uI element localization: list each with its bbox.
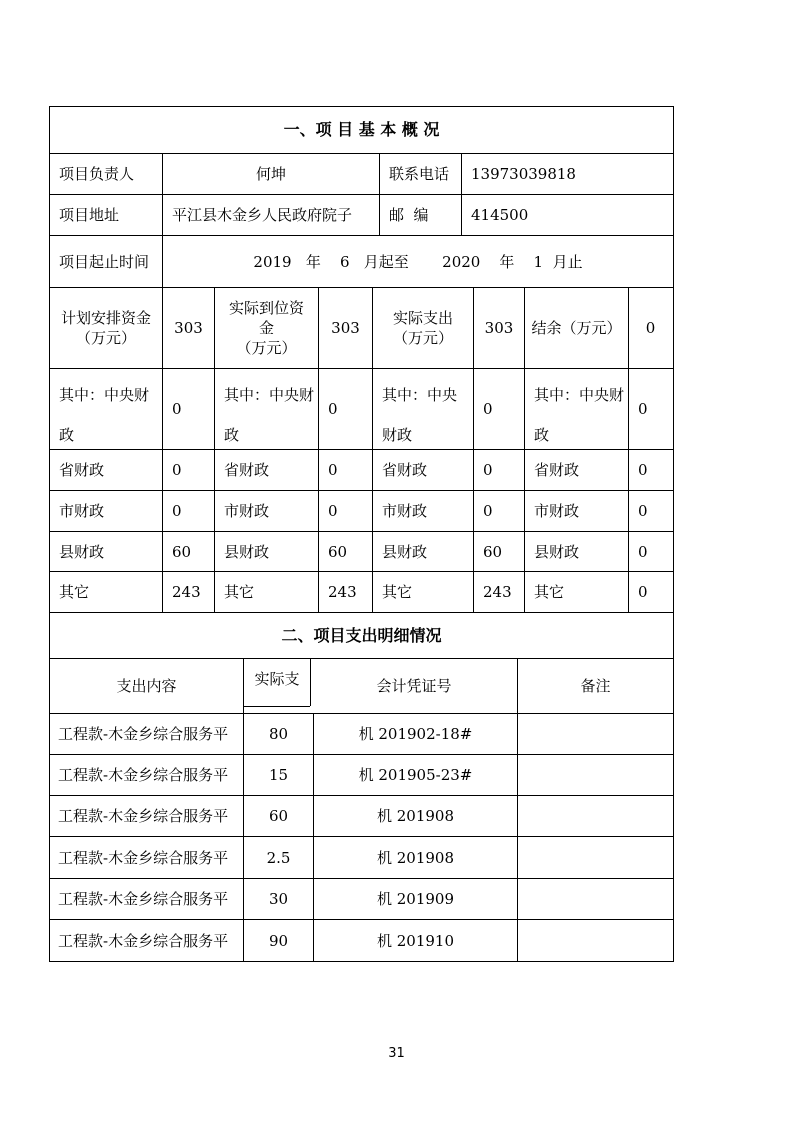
funds-row-value: 0 xyxy=(638,542,648,561)
funds-row-label: 其它 xyxy=(59,583,90,601)
funds-header-line: （万元） xyxy=(392,329,453,347)
funds-row-value: 243 xyxy=(483,583,512,601)
expense-content: 工程款-木金乡综合服务平 xyxy=(58,807,229,825)
expense-content: 工程款-木金乡综合服务平 xyxy=(58,848,229,867)
funds-header-value: 303 xyxy=(484,319,514,337)
expense-content: 工程款-木金乡综合服务平 xyxy=(58,931,229,950)
funds-header-label xyxy=(525,288,628,368)
phone-label: 联系电话 xyxy=(389,165,450,183)
phone-value: 13973039818 xyxy=(471,165,576,183)
expense-content: 工程款-木金乡综合服务平 xyxy=(58,766,229,784)
funds-header-line: 金 xyxy=(258,319,274,337)
col-header-content: 支出内容 xyxy=(116,677,177,695)
postcode-label: 邮 编 xyxy=(389,206,429,224)
section-2-title: 二、项目支出明细情况 xyxy=(281,625,442,645)
funds-row-value: 60 xyxy=(328,542,348,561)
funds-row-value: 0 xyxy=(328,502,338,520)
funds-row-value: 0 xyxy=(638,583,648,601)
funds-row-value: 0 xyxy=(483,461,493,479)
expense-voucher: 机 201910 xyxy=(376,931,455,950)
funds-row-label: 市财政 xyxy=(59,502,105,520)
funds-row-value: 0 xyxy=(638,400,648,418)
funds-row-label: 县财政 xyxy=(534,542,580,561)
leader-label: 项目负责人 xyxy=(59,165,135,183)
funds-header-line: （万元） xyxy=(75,329,136,347)
expense-voucher: 机 201902-18# xyxy=(358,725,473,743)
funds-row-value: 0 xyxy=(328,461,338,479)
funds-row-label: 其中：中央财政 xyxy=(224,386,315,444)
funds-row-value: 0 xyxy=(172,400,182,418)
address-label: 项目地址 xyxy=(59,206,120,224)
col-header-amount-text: 实际支 xyxy=(254,670,300,688)
expense-voucher: 机 201905-23# xyxy=(358,766,473,784)
funds-header-line: 实际支出 xyxy=(392,309,453,327)
funds-row-value: 60 xyxy=(172,542,192,561)
funds-header-line: 计划安排资金 xyxy=(60,309,151,327)
funds-header-label xyxy=(373,288,473,368)
page-number: 31 xyxy=(388,1046,405,1061)
funds-header-line: 实际到位资 xyxy=(228,299,304,317)
funds-header-line: （万元） xyxy=(236,339,297,357)
expense-amount: 90 xyxy=(268,931,289,950)
funds-row-label: 其它 xyxy=(224,583,255,601)
funds-row-value: 0 xyxy=(172,502,182,520)
col-header-amount xyxy=(244,659,310,705)
postcode-value: 414500 xyxy=(471,206,529,224)
funds-row-label: 县财政 xyxy=(224,542,270,561)
expense-note xyxy=(518,755,673,795)
expense-amount: 2.5 xyxy=(266,848,291,867)
expense-voucher: 机 201909 xyxy=(376,890,455,908)
funds-header-value: 303 xyxy=(174,319,203,337)
expense-note xyxy=(518,920,673,961)
funds-row-value: 0 xyxy=(328,400,338,418)
expense-voucher: 机 201908 xyxy=(376,848,455,867)
funds-header-label xyxy=(50,288,162,368)
funds-row-value: 243 xyxy=(328,583,357,601)
leader-value: 何坤 xyxy=(255,165,286,183)
funds-header-value: 0 xyxy=(645,319,656,337)
funds-row-value: 0 xyxy=(483,400,493,418)
expense-amount: 60 xyxy=(268,807,289,825)
funds-row-label: 其中：中央财政 xyxy=(382,386,458,444)
funds-row-value: 0 xyxy=(172,461,182,479)
funds-row-label: 其它 xyxy=(534,583,565,601)
expense-note xyxy=(518,879,673,919)
funds-row-label: 省财政 xyxy=(224,461,270,479)
funds-row-value: 243 xyxy=(172,583,201,601)
col-header-voucher: 会计凭证号 xyxy=(376,677,452,695)
funds-row-label: 省财政 xyxy=(382,461,428,479)
funds-row-label: 其它 xyxy=(382,583,413,601)
funds-row-label: 市财政 xyxy=(382,502,428,520)
funds-row-value: 60 xyxy=(483,542,503,561)
funds-row-label: 省财政 xyxy=(534,461,580,479)
expense-note xyxy=(518,837,673,878)
col-header-note: 备注 xyxy=(580,677,611,695)
period-value: 2019 年 6 月起至 2020 年 1 月止 xyxy=(253,252,583,271)
section-1-title: 一、项 目 基 本 概 况 xyxy=(283,120,440,139)
address-value: 平江县木金乡人民政府院子 xyxy=(172,206,353,224)
funds-row-label: 市财政 xyxy=(534,502,580,520)
funds-row-value: 0 xyxy=(638,502,648,520)
expense-content: 工程款-木金乡综合服务平 xyxy=(58,890,229,908)
expense-amount: 80 xyxy=(268,725,289,743)
expense-content: 工程款-木金乡综合服务平 xyxy=(58,725,229,743)
funds-row-label: 省财政 xyxy=(59,461,105,479)
expense-note xyxy=(518,714,673,754)
funds-header-line: 结余（万元） xyxy=(531,319,622,337)
period-label: 项目起止时间 xyxy=(59,252,150,271)
expense-voucher: 机 201908 xyxy=(376,807,455,825)
funds-row-label: 市财政 xyxy=(224,502,270,520)
funds-row-label: 县财政 xyxy=(382,542,428,561)
funds-header-label xyxy=(215,288,318,368)
funds-row-label: 县财政 xyxy=(59,542,105,561)
funds-row-label: 其中：中央财政 xyxy=(59,386,150,444)
expense-amount: 30 xyxy=(268,890,289,908)
funds-row-label: 其中：中央财政 xyxy=(534,386,625,444)
expense-note xyxy=(518,796,673,836)
expense-amount: 15 xyxy=(268,766,289,784)
divider xyxy=(244,706,310,707)
funds-header-value: 303 xyxy=(331,319,360,337)
funds-row-value: 0 xyxy=(638,461,648,479)
funds-row-value: 0 xyxy=(483,502,493,520)
